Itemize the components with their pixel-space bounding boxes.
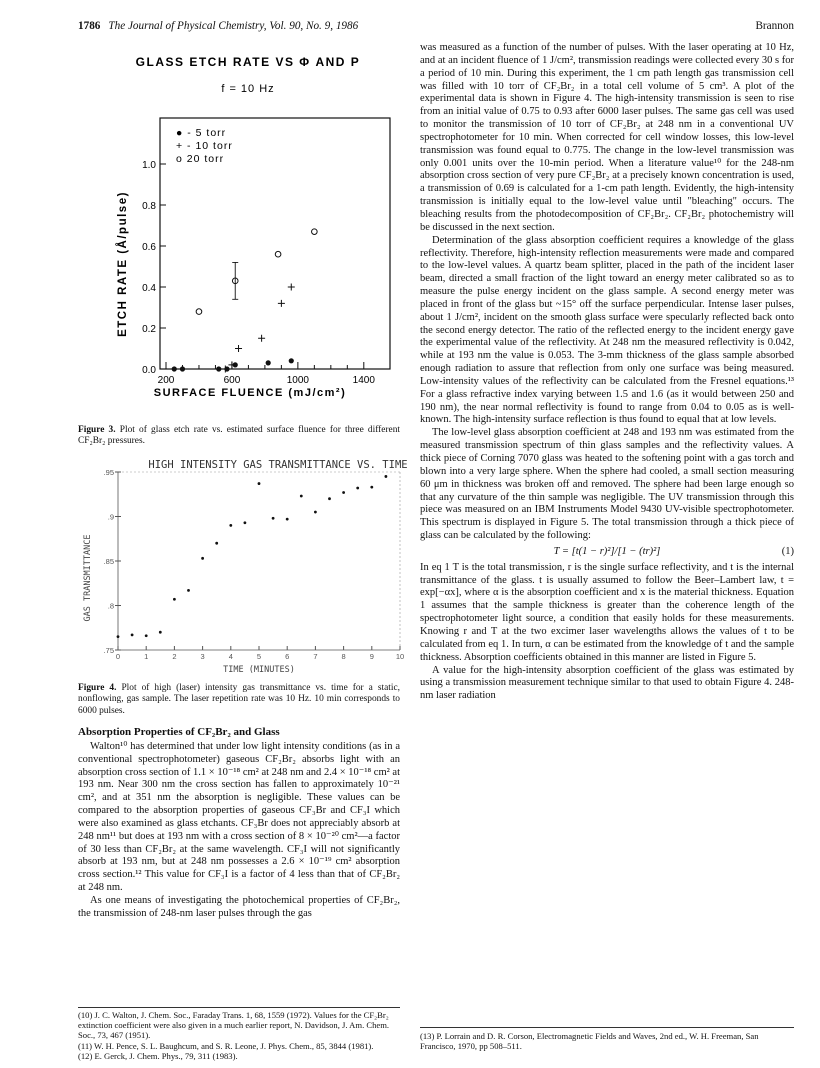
fig4-xtick-label: 8: [341, 652, 346, 661]
fig4-point: [314, 511, 317, 514]
fig3-point-20torr: [275, 251, 281, 257]
right-footnote: [420, 1031, 794, 1051]
fig4-caption-text: Plot of high (laser) intensity gas transmittance vs. time for a static, nonflowing, gas sample. The laser repetition rate was 10 Hz. 10 min corresponds to 6000 pulses.: [78, 683, 400, 716]
footnote-rule: [78, 1007, 400, 1008]
fig4-point: [385, 475, 388, 478]
right-column-body: [420, 42, 794, 703]
right-paragraph-2: Determination of the glass absorption coefficient requires a knowledge of the glass reflectivity. Therefore, high-intensity reflection measurements were made and compared to the low-level values. A quartz beam splitter, placed in the path of the incident laser beam, directed a small fraction of the light toward an energy meter calibrated so as to measure the pulse energy incident on the glass sample. A second energy meter was placed in front of the glass but ~15° off the surface perpendicular. Intense laser pulses, about 1 J/cm², incident on the smooth glass surface were specularly reflected back onto the second energy detector. The ratio of the reflected energy to the incident energy gave the experimental value of the reflectivity. At 248 nm the measured reflectivity is 0.042, while at 193 nm the value is 0.053. The 3-mm thickness of the glass sample absorbed enough radiation to assure that reflection from only one surface was being measured. Low-intensity values of the reflectivity can be calculated from the Fresnel equations.¹³ For a glass refractive index varying between 1.5 and 1.6 (as it would between 250 and 190 nm), the near normal reflectivity is found to range from 0.04 to 0.05 as is well-known. The high-intensity surface reflection is thus found to equal that at low levels.: [420, 234, 794, 426]
author-name: Brannon: [755, 20, 794, 32]
fig4-point: [272, 517, 275, 520]
fig4-point: [229, 524, 232, 527]
fig3-title: GLASS ETCH RATE VS Φ AND P: [135, 55, 361, 69]
fig4-point: [201, 557, 204, 560]
fig3-legend-item: o 20 torr: [176, 153, 225, 165]
fig4-title: HIGH INTENSITY GAS TRANSMITTANCE VS. TIME: [148, 459, 408, 471]
fig4-point: [258, 482, 261, 485]
fig4-caption-label: Figure 4.: [78, 683, 117, 693]
fig4-ytick-label: .8: [107, 601, 114, 611]
fig3-point-5torr: [289, 358, 294, 363]
footnote-11: (11) W. H. Pence, S. L. Baughcum, and S. R. Leone, J. Phys. Chem., 85, 3844 (1981).: [78, 1040, 374, 1051]
fig4-xtick-label: 5: [256, 652, 262, 661]
fig4-point: [370, 486, 373, 489]
fig4-ytick-label: .9: [107, 512, 114, 522]
right-paragraph-5: A value for the high-intensity absorption coefficient of the glass was estimated by using a transmission measurement technique similar to that used to obtain Figure 4. 248-nm laser radiation: [420, 664, 794, 702]
fig3-legend-item: + - 10 torr: [176, 140, 233, 152]
fig4-xtick-label: 6: [285, 652, 290, 661]
fig4-point: [286, 518, 289, 521]
section-heading: Absorption Properties of CF₂Br₂ and Glass: [78, 726, 280, 738]
fig4-xtick-label: 9: [369, 652, 374, 661]
fig4-point: [342, 491, 345, 494]
fig3-ytick-label: 1.0: [142, 160, 156, 171]
fig4-point: [215, 542, 218, 545]
fig4-ytick-label: .95: [103, 468, 114, 477]
right-paragraph-1: was measured as a function of the number of pulses. With the laser operating at 10 Hz, and at an incident fluence of 1 J/cm², transmission readings were collected every 30 s for a period of 10 min. During this experiment, the 1 cm path length gas transmission cell was filled with 10 torr of CF₂Br₂ in a total cell volume of 5 cm³. A plot of the experimental data is shown in Figure 4. The high-intensity transmission is seen to rise from an initial value of 0.75 to 0.93 after 6000 laser pulses. The same gas cell was used to monitor the transmission of 10 torr of CF₂Br₂ at 248 nm in a conventional UV spectrophotometer for 10 min. When corrected for cell window losses, this low-level transmission was found equal to 0.775. The change in the low-level transmission was only 0.001 units over the 10-min period. When a literature value¹⁰ for the 248-nm absorption cross section of very pure CF₂Br₂ at a precisely known concentration is used, a transmission of 0.69 is calculated for a 1-cm path length. Evidently, the high-intensity transmission is initially equal to the low-level value until "bleaching" occurs. The bleaching results from the photodecomposition of CF₂Br₂. CF₂Br₂ photochemistry will be discussed in the next section.: [420, 42, 794, 233]
figure-4-chart: [78, 456, 408, 678]
fig3-ylabel: ETCH RATE (Å/pulse): [117, 191, 129, 337]
footnote-13: (13) P. Lorrain and D. R. Corson, Electromagnetic Fields and Waves, 2nd ed., W. H. Freeman, San Francisco, 1970, pp 508–511.: [420, 1031, 759, 1052]
fig3-point-20torr: [196, 309, 202, 315]
fig4-point: [145, 634, 148, 637]
journal-title: The Journal of Physical Chemistry, Vol. 90, No. 9, 1986: [108, 20, 359, 32]
fig4-ytick-label: .85: [103, 557, 114, 566]
fig3-point-5torr: [180, 366, 185, 371]
fig4-point: [356, 487, 359, 490]
right-paragraph-3: The low-level glass absorption coefficient at 248 and 193 nm was estimated from the measured transmission spectrum of thin glass samples and the reflectivity values. A thick piece of Corning 7070 glass was heated to the softening point with a gas torch and blown into a very large sphere. When the sphere had cooled, a small section measuring 60 μm in thickness was broken off and removed. The sphere had been large enough so that any curvature of the thin sample was negligible. The UV transmission through this piece was measured on an IBM Instruments Model 9430 UV-visible spectrophotometer. This spectrum is displayed in Figure 5. The total transmission through a thick piece of glass can be calculated by the following:: [420, 427, 794, 542]
fig3-point-5torr: [216, 366, 221, 371]
fig4-xtick-label: 1: [144, 652, 149, 661]
page-number: 1786: [78, 20, 101, 32]
footnote-12: (12) E. Gerck, J. Chem. Phys., 79, 311 (1983).: [78, 1050, 238, 1061]
fig4-point: [173, 598, 176, 601]
fig3-error-bar: [232, 262, 238, 299]
fig4-ytick-label: .75: [103, 646, 114, 655]
fig3-caption-text: Plot of glass etch rate vs. estimated surface fluence for three different CF₂Br₂ pressures.: [78, 425, 400, 447]
fig3-point-5torr: [172, 366, 177, 371]
fig4-xtick-label: 0: [115, 652, 121, 661]
left-paragraph-1: Walton¹⁰ has determined that under low light intensity conditions (as in a conventional spectrophotometer) gaseous CF₂Br₂ absorbs light with an absorption cross section of 1.1 × 10⁻¹⁸ cm² at 248 nm and 2.4 × 10⁻¹⁸ cm² at 193 nm. Near 300 nm the cross section has fallen to approximately 10⁻²¹ cm², and at 351 nm the absorption is negligible. These values can be compared to the absorption properties of gaseous CF₃Br and CF₃I which were also examined as glass etchants. CF₃Br does not appreciably absorb at 248 nm¹¹ but does at 193 nm with a cross section of 8 × 10⁻²⁰ cm²—a factor of 30 less than CF₂Br₂ at the same wavelength. CF₃I will not significantly absorb at 193 nm, but at 248 nm possesses a 2.6 × 10⁻¹⁹ cm² absorption cross section.¹² This value for CF₃I is a factor of 4 less than that of CF₂Br₂ at 248 nm.: [78, 740, 400, 894]
fig4-point: [159, 631, 162, 634]
fig3-ytick-label: 0.2: [142, 324, 156, 335]
fig3-point-10torr: [235, 345, 242, 352]
right-paragraph-4: In eq 1 T is the total transmission, r is the single surface reflectivity, and t is the internal transmittance of the glass. t is usually assumed to follow the Beer–Lambert law, t = exp[−αx], where α is the absorption coefficient and x is the material thickness. Equation 1 assumes that the sample thickness is greater than the coherence length of the spectrophotometer light source, a condition that easily holds for these measurements. Knowing r and T at the two excimer laser wavelengths allows the values of t to be calculated from eq 1. In turn, α can be estimated from the knowledge of t and the sample thickness. Absorption coefficients obtained in this manner are listed in Figure 5.: [420, 561, 794, 663]
fig4-point: [328, 497, 331, 500]
fig4-xtick-label: 2: [172, 652, 177, 661]
fig3-xtick-label: 1000: [286, 375, 309, 386]
fig4-ylabel: GAS TRANSMITTANCE: [83, 534, 93, 622]
fig4-xtick-label: 7: [313, 652, 318, 661]
fig4-xtick-label: 4: [228, 652, 233, 661]
left-footnotes: [78, 1010, 400, 1061]
fig3-subtitle: f = 10 Hz: [221, 83, 275, 95]
fig3-point-20torr: [312, 229, 318, 235]
fig3-point-10torr: [288, 284, 295, 291]
fig3-point-5torr: [266, 360, 271, 365]
equation-number: (1): [781, 545, 794, 557]
figure-4-caption: [78, 683, 400, 717]
footnote-10: (10) J. C. Walton, J. Chem. Soc., Faraday Trans. 1, 68, 1559 (1972). Values for the CF₂Br₂ extinction coefficient were also given in a much earlier report, N. Davidson, J. Am. Chem. Soc., 73, 467 (1951).: [78, 1010, 390, 1041]
equation-1: [420, 546, 794, 559]
figure-3-chart: [78, 52, 408, 412]
footnote-rule-right: [420, 1027, 794, 1028]
fig3-point-10torr: [278, 300, 285, 307]
fig4-point: [187, 589, 190, 592]
fig3-ytick-label: 0.8: [142, 201, 156, 212]
fig3-ytick-label: 0.0: [142, 365, 156, 376]
fig3-legend: [176, 127, 233, 165]
fig3-xtick-label: 600: [223, 375, 241, 386]
figure-3-caption: [78, 425, 400, 448]
fig3-xlabel: SURFACE FLUENCE (mJ/cm²): [153, 387, 347, 399]
fig4-xtick-label: 3: [200, 652, 205, 661]
fig3-legend-item: ● - 5 torr: [176, 127, 227, 139]
fig4-point: [300, 495, 303, 498]
fig4-xtick-label: 10: [395, 652, 405, 661]
fig3-xtick-label: 200: [157, 375, 175, 386]
fig3-ytick-label: 0.4: [142, 283, 156, 294]
fig3-ytick-label: 0.6: [142, 242, 156, 253]
fig4-point: [131, 633, 134, 636]
fig3-xtick-label: 1400: [352, 375, 375, 386]
equation-text: T = [t(1 − r)²]/[1 − (tr)²]: [553, 545, 661, 557]
fig4-point: [117, 635, 120, 638]
fig3-point-10torr: [258, 335, 265, 342]
fig4-xlabel: TIME (MINUTES): [223, 665, 295, 675]
running-header: [78, 20, 794, 36]
fig4-point: [244, 521, 247, 524]
left-paragraph-2: As one means of investigating the photochemical properties of CF₂Br₂, the transmission of 248-nm laser pulses through the gas: [78, 894, 400, 919]
fig3-caption-label: Figure 3.: [78, 425, 116, 435]
left-column-body: [78, 722, 400, 921]
